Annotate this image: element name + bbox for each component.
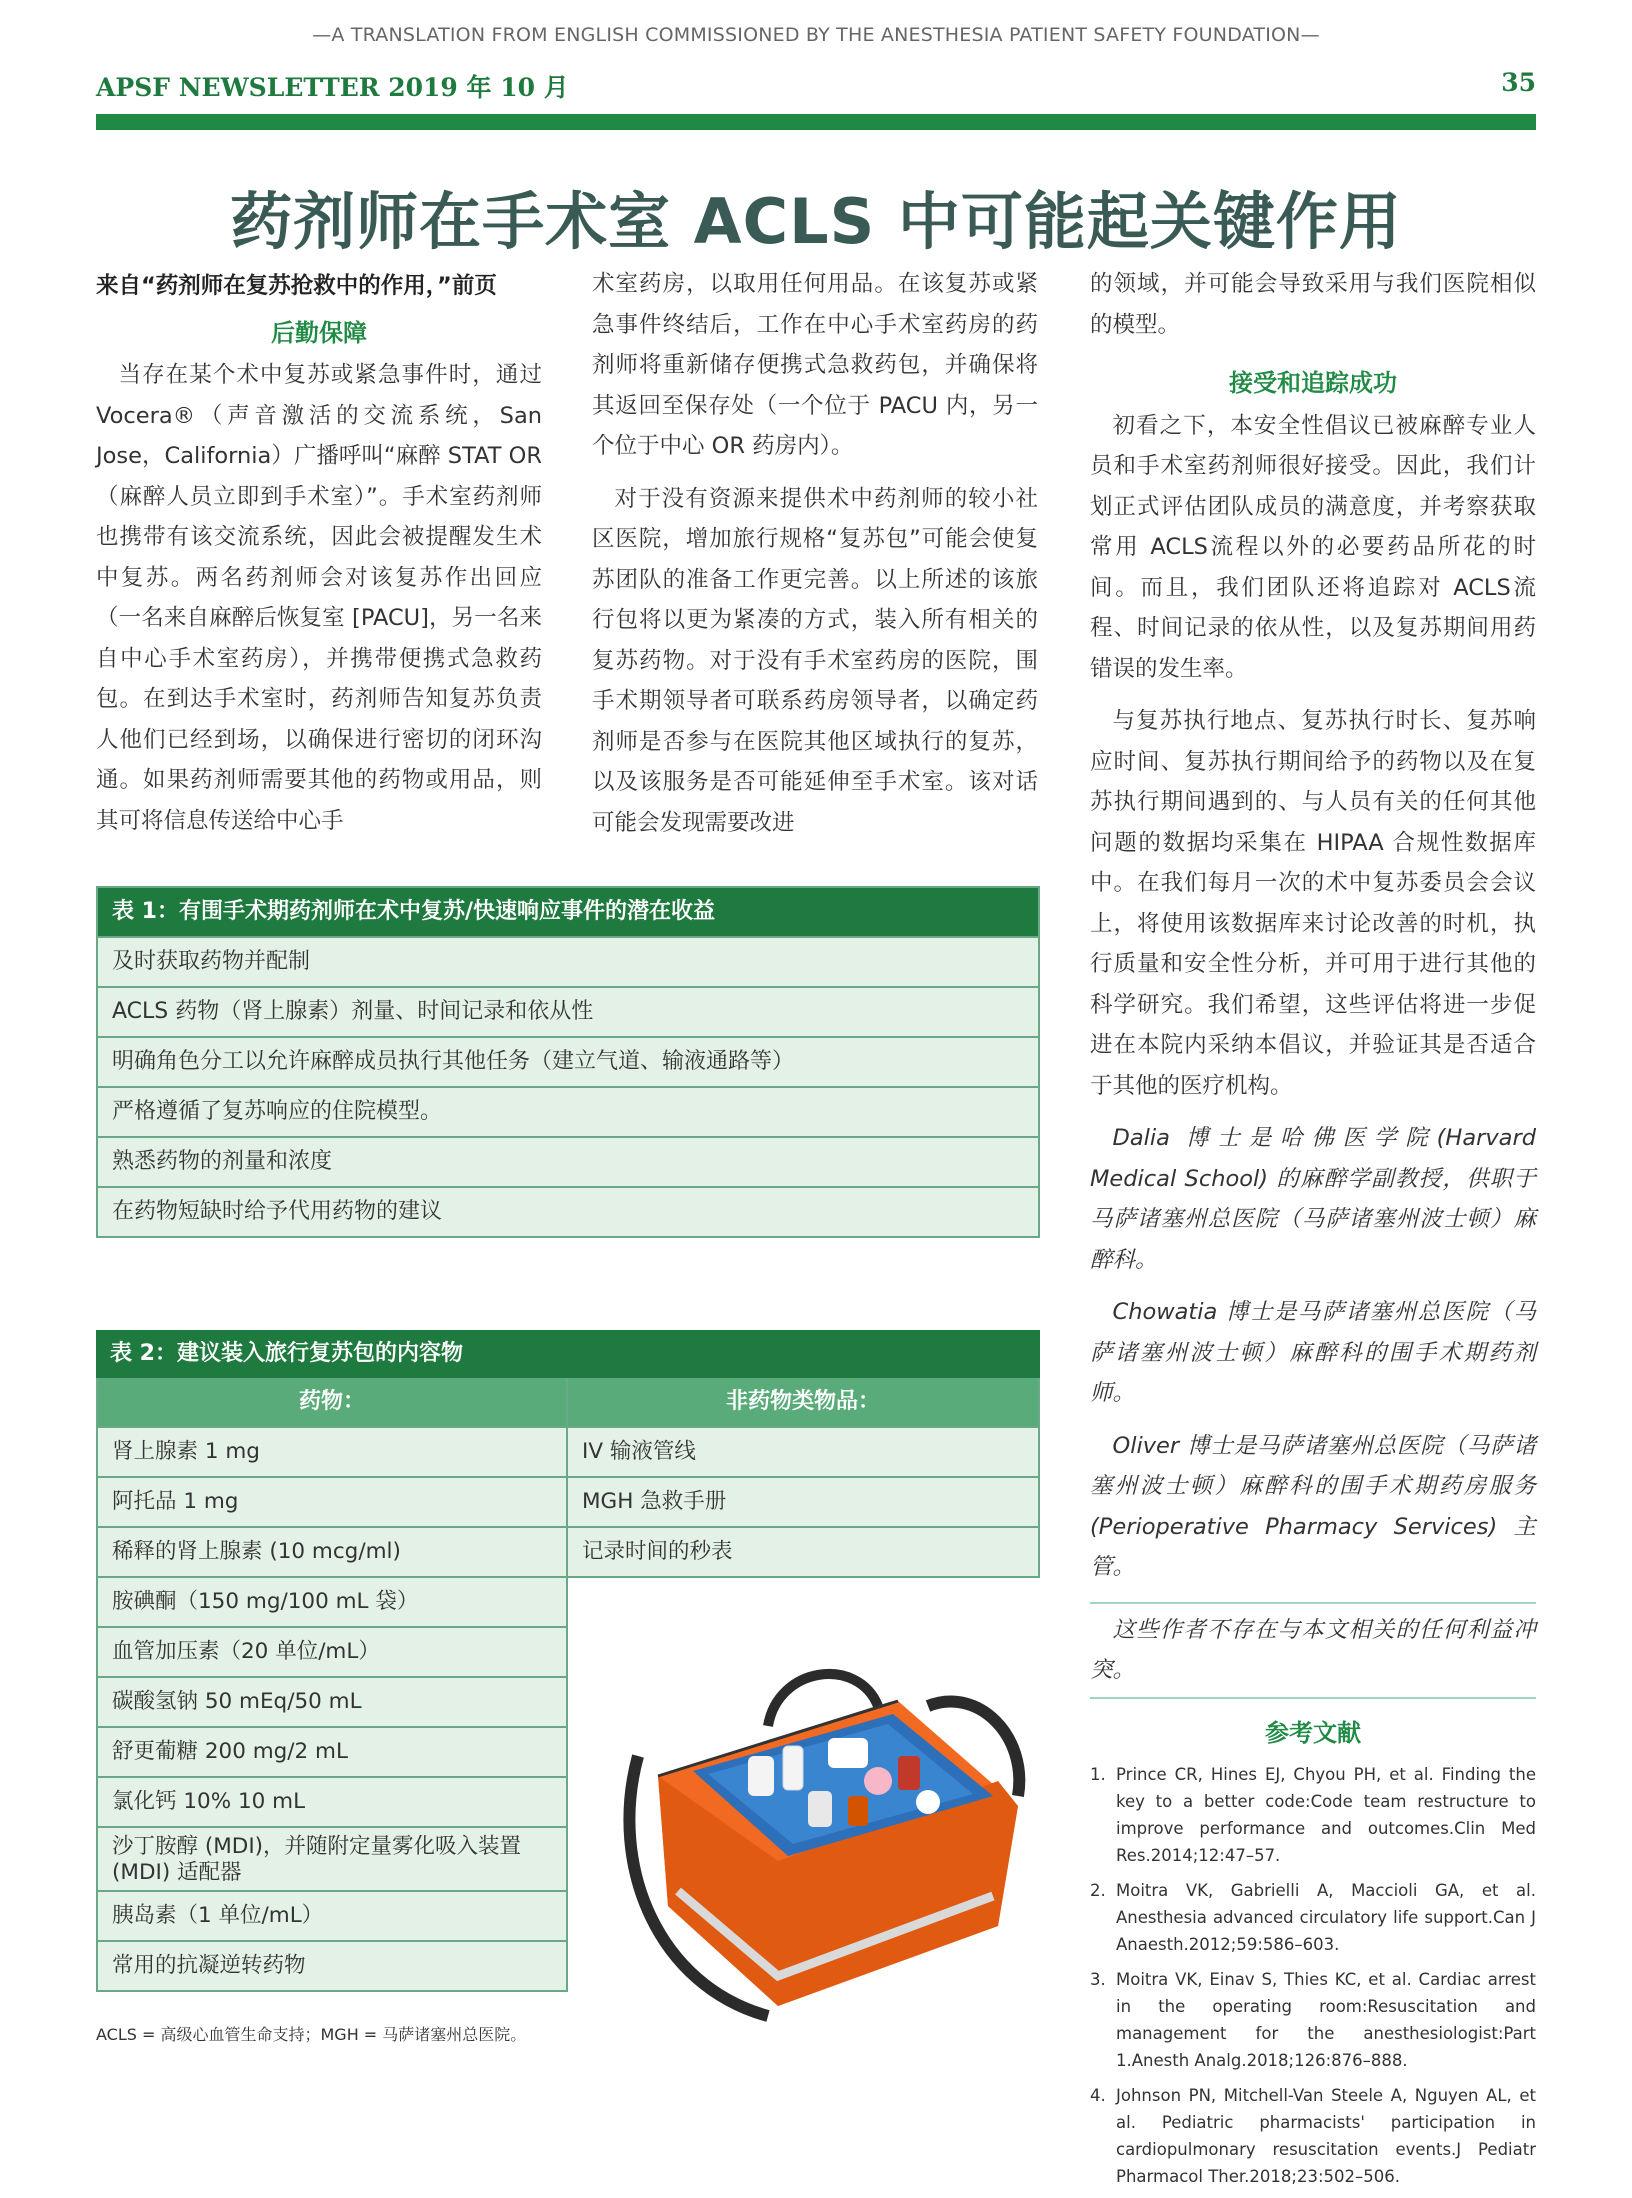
reference-item: 3. Moitra VK, Einav S, Thies KC, et al. Cardiac arrest in the operating room:Resuscitation and management for the anesthesiologist:Part 1.Anesth Analg.2018;126:876–888. (1090, 1970, 1536, 2070)
table-2-drugs-column (96, 1378, 568, 1992)
table-cell: 阿托品 1 mg (98, 1476, 566, 1526)
table-1-title: 表 1：有围手术期药剂师在术中复苏/快速响应事件的潜在收益 (98, 888, 1038, 936)
table-footnote: ACLS = 高级心血管生命支持；MGH = 马萨诸塞州总医院。 (96, 2025, 527, 2044)
page-number: 35 (1501, 68, 1536, 97)
section-heading-acceptance: 接受和追踪成功 (1229, 369, 1397, 397)
translation-note: —A TRANSLATION FROM ENGLISH COMMISSIONED BY THE ANESTHESIA PATIENT SAFETY FOUNDATION— (312, 24, 1320, 46)
reference-item: 4. Johnson PN, Mitchell-Van Steele A, Nguyen AL, et al. Pediatric pharmacists' participation in cardiopulmonary resuscitation events.J Pediatr Pharmacol Ther.2018;23:502–506. (1090, 2086, 1536, 2186)
table-cell: MGH 急救手册 (568, 1476, 1038, 1526)
table-row: 熟悉药物的剂量和浓度 (98, 1136, 1038, 1186)
article-column-3 (1090, 264, 1536, 2198)
paragraph: 术室药房，以取用任何用品。在该复苏或紧急事件终结后，工作在中心手术室药房的药剂师将重新储存便携式急救药包，并确保将其返回至保存处（一个位于 PACU 内，另一个位于中心 OR 药房内）。 (592, 271, 1038, 459)
table-cell: 氯化钙 10% 10 mL (98, 1776, 566, 1826)
paragraph: 当存在某个术中复苏或紧急事件时，通过 Vocera®（声音激活的交流系统，San Jose，California）广播呼叫“麻醉 STAT OR（麻醉人员立即到手术室）”。手术室药剂师也携带有该交流系统，因此会被提醒发生术中复苏。两名药剂师会对该复苏作出回应（一名来自麻醉后恢复室 [PACU]，另一名来自中心手术室药房），并携带便携式急救药包。在到达手术室时，药剂师告知复苏负责人他们已经到场，以确保进行密切的闭环沟通。如果药剂师需要其他的药物或用品，则其可将信息传送给中心手 (96, 362, 542, 834)
conflict-of-interest: 这些作者不存在与本文相关的任何利益冲突。 (1090, 1602, 1536, 1699)
article-column-2 (592, 264, 1038, 843)
masthead (96, 68, 1536, 104)
author-bio: Oliver 博士是马萨诸塞州总医院（马萨诸塞州波士顿）麻醉科的围手术期药房服务 (Perioperative Pharmacy Services) 主管。 (1090, 1432, 1536, 1580)
table-cell: 记录时间的秒表 (568, 1526, 1038, 1576)
table-row: 在药物短缺时给予代用药物的建议 (98, 1186, 1038, 1236)
paragraph: 的领域，并可能会导致采用与我们医院相似的模型。 (1090, 271, 1536, 338)
table-row: ACLS 药物（肾上腺素）剂量、时间记录和依从性 (98, 986, 1038, 1036)
table-1 (96, 886, 1040, 1238)
table-row: 严格遵循了复苏响应的住院模型。 (98, 1086, 1038, 1136)
nondrug-header: 非药物类物品： (568, 1378, 1038, 1426)
table-cell: 胺碘酮（150 mg/100 mL 袋） (98, 1576, 566, 1626)
newsletter-issue: APSF NEWSLETTER 2019 年 10 月 (96, 73, 569, 102)
paragraph: 与复苏执行地点、复苏执行时长、复苏响应时间、复苏执行期间给予的药物以及在复苏执行期间遇到的、与人员有关的任何其他问题的数据均采集在 HIPAA 合规性数据库中。在我们每月一次的术中复苏委员会会议上，将使用该数据库来讨论改善的时机，执行质量和安全性分析，并可用于进行其他的科学研究。我们希望，这些评估将进一步促进在本院内采纳本倡议，并验证其是否适合于其他的医疗机构。 (1090, 708, 1536, 1099)
resuscitation-bag-photo (598, 1606, 1038, 2036)
author-bio: Chowatia 博士是马萨诸塞州总医院（马萨诸塞州波士顿）麻醉科的围手术期药剂师。 (1090, 1299, 1536, 1406)
table-cell: 血管加压素（20 单位/mL） (98, 1626, 566, 1676)
article-column-1 (96, 266, 542, 841)
paragraph: 初看之下，本安全性倡议已被麻醉专业人员和手术室药剂师很好接受。因此，我们计划正式评估团队成员的满意度，并考察获取常用 ACLS流程以外的必要药品所花的时间。而且，我们团队还将追踪对 ACLS流程、时间记录的依从性，以及复苏期间用药错误的发生率。 (1090, 412, 1536, 682)
table-cell: 肾上腺素 1 mg (98, 1426, 566, 1476)
table-cell: 沙丁胺醇 (MDI)，并随附定量雾化吸入装置 (MDI) 适配器 (98, 1826, 566, 1890)
table-cell: IV 输液管线 (568, 1426, 1038, 1476)
table-2-nondrug-column (566, 1378, 1040, 1578)
references (1090, 1713, 1536, 2191)
continued-from: 来自“药剂师在复苏抢救中的作用，”前页 (96, 273, 497, 299)
header-divider (96, 114, 1536, 130)
table-row: 及时获取药物并配制 (98, 936, 1038, 986)
paragraph: 对于没有资源来提供术中药剂师的较小社区医院，增加旅行规格“复苏包”可能会使复苏团队的准备工作更完善。以上所述的该旅行包将以更为紧凑的方式，装入所有相关的复苏药物。对于没有手术室药房的医院，围手术期领导者可联系药房领导者，以确定药剂师是否参与在医院其他区域执行的复苏，以及该服务是否可能延伸至手术室。该对话可能会发现需要改进 (592, 485, 1038, 836)
table-row: 明确角色分工以允许麻醉成员执行其他任务（建立气道、输液通路等） (98, 1036, 1038, 1086)
table-cell: 胰岛素（1 单位/mL） (98, 1890, 566, 1940)
table-cell: 碳酸氢钠 50 mEq/50 mL (98, 1676, 566, 1726)
reference-item: 2. Moitra VK, Gabrielli A, Maccioli GA, et al. Anesthesia advanced circulatory life support.Can J Anaesth.2012;59:586–603. (1090, 1881, 1536, 1954)
author-bio: Dalia 博士是哈佛医学院(Harvard Medical School) 的麻醉学副教授，供职于马萨诸塞州总医院（马萨诸塞州波士顿）麻醉科。 (1090, 1125, 1536, 1273)
section-heading-logistics: 后勤保障 (271, 318, 367, 347)
table-cell: 常用的抗凝逆转药物 (98, 1940, 566, 1990)
reference-item: 1. Prince CR, Hines EJ, Chyou PH, et al. Finding the key to a better code:Code team restructure to improve performance and outcomes.Clin Med Res.2014;12:47–57. (1090, 1765, 1536, 1865)
table-cell: 稀释的肾上腺素 (10 mcg/ml) (98, 1526, 566, 1576)
references-heading: 参考文献 (1265, 1718, 1361, 1747)
article-title: 药剂师在手术室 ACLS 中可能起关键作用 (230, 185, 1402, 258)
table-2-title: 表 2：建议装入旅行复苏包的内容物 (96, 1330, 1040, 1378)
drugs-header: 药物： (98, 1378, 566, 1426)
table-cell: 舒更葡糖 200 mg/2 mL (98, 1726, 566, 1776)
